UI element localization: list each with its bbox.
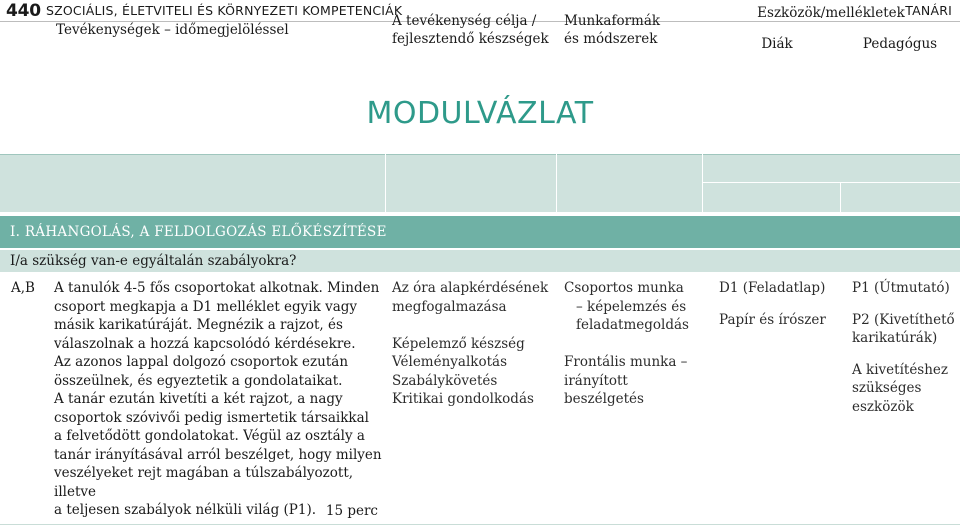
student-tools-cell [719, 279, 837, 329]
subheader-divider [702, 182, 960, 183]
header-forms [564, 12, 660, 48]
goal-line: Az óra alapkérdésének [392, 280, 549, 296]
activity-line: csoport megkapja a D1 melléklet egyik vagy [54, 298, 358, 315]
header-tools: Eszközök/mellékletek [757, 5, 905, 21]
activity-line: a felvetődött gondolatokat. Végül az osztály a [54, 428, 365, 444]
teacher-tool: karikatúrák) [852, 330, 938, 346]
forms-cell [564, 279, 704, 409]
forms-line: feladatmegoldás [576, 317, 689, 333]
section-heading-text: I. RÁHANGOLÁS, A FELDOLGOZÁS ELŐKÉSZÍTÉSE [10, 224, 387, 240]
header-forms-line: Munkaformák [564, 13, 661, 29]
column-divider [556, 154, 557, 212]
teacher-tool: P2 (Kivetíthető [852, 311, 955, 328]
goal-line: Kritikai gondolkodás [392, 391, 534, 407]
activity-line: másik karikatúráját. Megnézik a rajzot, és [54, 317, 343, 333]
activity-line: A tanár ezután kivetíti a két rajzot, a nagy [54, 391, 343, 407]
table-header [0, 154, 960, 212]
goal-cell [392, 279, 557, 409]
activity-line: Az azonos lappal dolgozó csoportok ezután [54, 354, 349, 370]
running-title: SZOCIÁLIS, ÉLETVITELI ÉS KÖRNYEZETI KOMPETENCIÁK [46, 3, 403, 18]
column-divider [840, 183, 841, 212]
goal-line: Véleményalkotás [392, 354, 507, 370]
subsection-heading-text: I/a szükség van-e egyáltalán szabályokra? [10, 253, 297, 269]
teacher-tool: A kivetítéshez [852, 361, 949, 378]
header-forms-line: és módszerek [564, 31, 658, 47]
student-tool: D1 (Feladatlap) [719, 280, 826, 296]
goal-line: megfogalmazása [392, 298, 507, 315]
row-code: A,B [11, 280, 35, 296]
activity-line: válaszolnak a hozzá kapcsolódó kérdésekre. [54, 335, 356, 352]
activity-line: tanár irányításával arról beszélget, hogy milyen [54, 446, 382, 463]
activity-text [54, 279, 384, 520]
subsection-heading [0, 250, 960, 272]
activity-line: a teljesen szabályok nélküli világ (P1). [54, 502, 317, 518]
page-number: 440 [6, 1, 41, 21]
header-student: Diák [761, 36, 793, 52]
forms-line: – képelemzés és [576, 298, 687, 315]
header-right-label: TANÁRI [905, 3, 952, 18]
column-divider [702, 154, 703, 212]
activity-line: csoportok szóvivői pedig ismertetik társaikkal [54, 409, 369, 426]
activity-line: veszélyeket rejt magában a túlszabályozott, illetve [54, 465, 354, 500]
forms-line: Csoportos munka [564, 280, 684, 296]
header-teacher: Pedagógus [862, 36, 938, 52]
header-goal [392, 12, 549, 48]
header-activities: Tevékenységek – időmegjelöléssel [56, 22, 289, 38]
forms-line: Frontális munka – [564, 354, 688, 370]
row-bottom-border [0, 524, 960, 525]
header-goal-line: fejlesztendő készségek [392, 31, 549, 47]
activity-line: A tanulók 4-5 fős csoportokat alkotnak. Minden [54, 280, 380, 296]
page-title: MODULVÁZLAT [366, 96, 594, 131]
time-estimate: 15 perc [325, 503, 378, 519]
teacher-tool: P1 (Útmutató) [852, 280, 950, 296]
teacher-tool: eszközök [852, 398, 914, 415]
forms-line: irányított beszélgetés [564, 372, 644, 407]
teacher-tools-cell [852, 279, 957, 416]
student-tool: Papír és írószer [719, 311, 826, 328]
column-divider [385, 154, 386, 212]
section-heading [0, 216, 960, 248]
activity-line: összeülnek, és egyeztetik a gondolataikat. [54, 372, 343, 389]
goal-line: Szabálykövetés [392, 372, 498, 389]
header-goal-line: A tevékenység célja / [392, 13, 537, 29]
goal-line: Képelemző készség [392, 335, 525, 352]
teacher-tool: szükséges [852, 380, 922, 396]
